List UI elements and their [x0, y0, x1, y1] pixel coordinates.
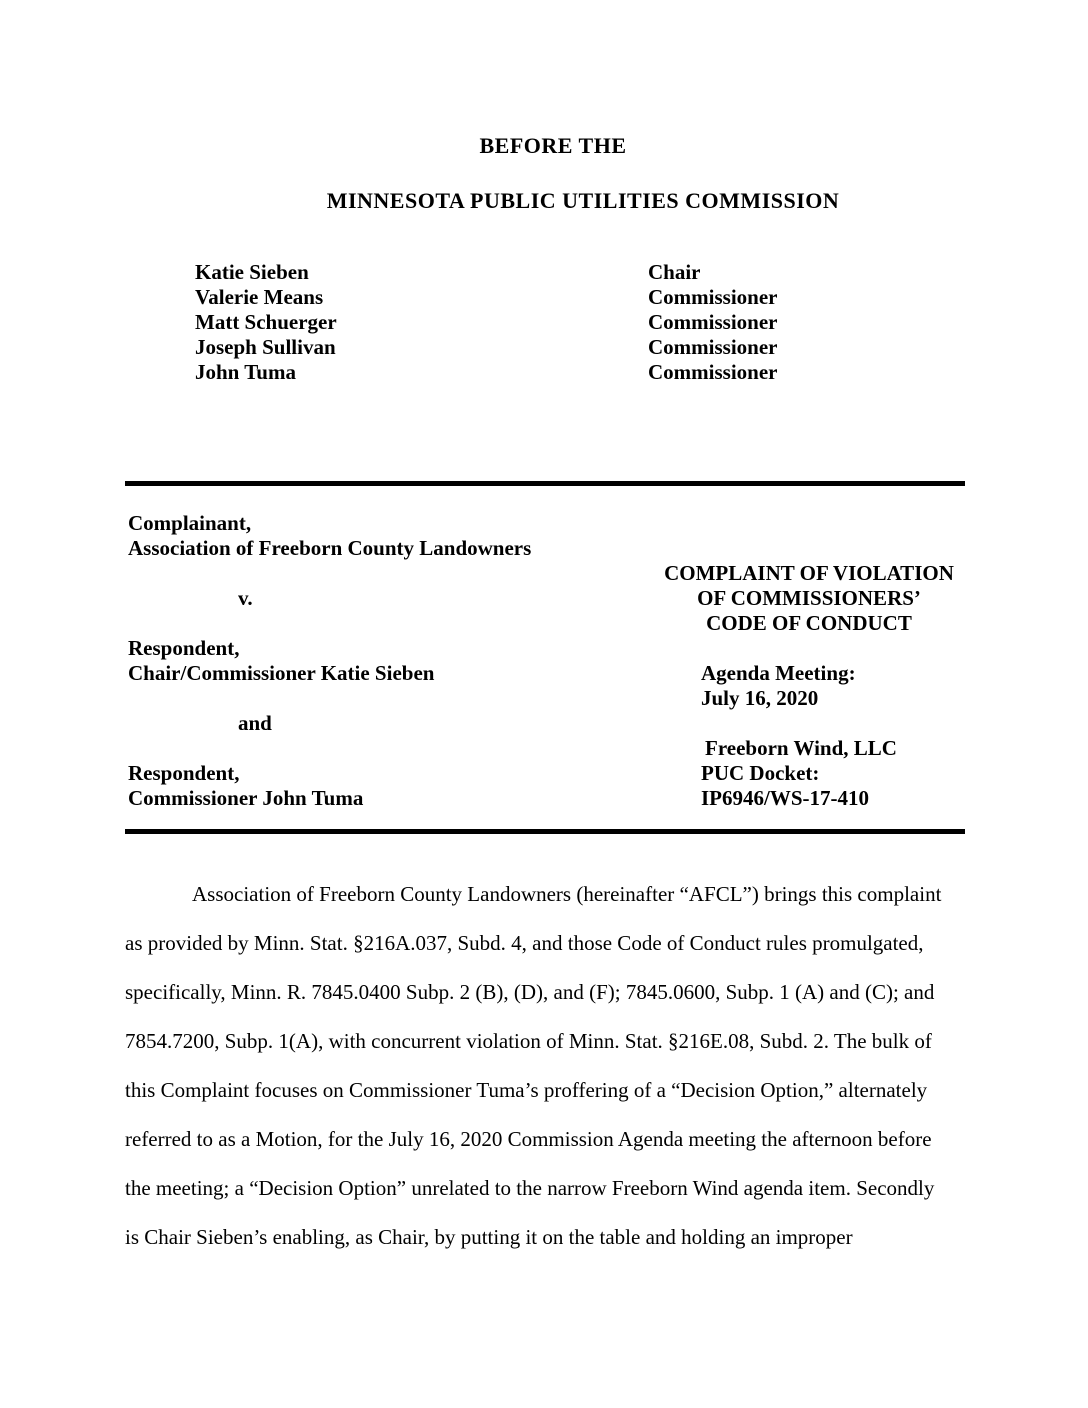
respondent1-name: Chair/Commissioner Katie Sieben — [128, 661, 435, 685]
agenda-meeting-label: Agenda Meeting: — [701, 661, 856, 685]
commissioner-title: Commissioner — [648, 310, 778, 334]
commissioner-title: Commissioner — [648, 360, 778, 384]
separator-rule-top — [125, 481, 965, 486]
commissioner-name: Katie Sieben — [195, 260, 309, 284]
respondent1-label: Respondent, — [128, 636, 240, 660]
respondent2-label: Respondent, — [128, 761, 240, 785]
commissioner-row — [195, 335, 815, 360]
complaint-title-line1: COMPLAINT OF VIOLATION — [664, 561, 954, 585]
commissioner-title: Commissioner — [648, 335, 778, 359]
body-line: specifically, Minn. R. 7845.0400 Subp. 2 (B), (D), and (F); 7845.0600, Subp. 1 (A) and (C); and — [125, 980, 935, 1004]
commissioner-name: Joseph Sullivan — [195, 335, 336, 359]
commissioner-row — [195, 360, 815, 385]
body-line: this Complaint focuses on Commissioner Tuma’s proffering of a “Decision Option,” alternately — [125, 1078, 928, 1102]
complaint-title-line2: OF COMMISSIONERS’ — [697, 586, 921, 610]
complainant-label: Complainant, — [128, 511, 252, 535]
puc-docket-label: PUC Docket: — [701, 761, 820, 785]
body-line: as provided by Minn. Stat. §216A.037, Subd. 4, and those Code of Conduct rules promulgated, — [125, 931, 924, 955]
respondent2-name: Commissioner John Tuma — [128, 786, 364, 810]
commissioner-title: Commissioner — [648, 285, 778, 309]
conjunction-and: and — [238, 711, 272, 735]
agenda-meeting-date: July 16, 2020 — [701, 686, 819, 710]
commissioner-row — [195, 285, 815, 310]
complainant-name: Association of Freeborn County Landowners — [128, 536, 532, 560]
commissioner-name: Valerie Means — [195, 285, 324, 309]
complaint-title — [658, 561, 960, 636]
body-line: 7854.7200, Subp. 1(A), with concurrent violation of Minn. Stat. §216E.08, Subd. 2. The bulk of — [125, 1029, 932, 1053]
body-paragraph — [125, 870, 965, 1262]
commissioner-title: Chair — [648, 260, 701, 284]
commissioner-name: John Tuma — [195, 360, 296, 384]
commissioner-row — [195, 260, 815, 285]
commissioner-name: Matt Schuerger — [195, 310, 337, 334]
commissioner-row — [195, 310, 815, 335]
court-header-line1: BEFORE THE — [479, 133, 627, 158]
body-line: is Chair Sieben’s enabling, as Chair, by putting it on the table and holding an improper — [125, 1225, 853, 1249]
versus-abbreviation: v. — [238, 586, 253, 610]
puc-docket-number: IP6946/WS-17-410 — [701, 786, 869, 810]
body-line: referred to as a Motion, for the July 16, 2020 Commission Agenda meeting the afternoon before — [125, 1127, 932, 1151]
commissioners-list — [195, 260, 815, 385]
court-header-line2: MINNESOTA PUBLIC UTILITIES COMMISSION — [326, 188, 840, 213]
company-name: Freeborn Wind, LLC — [705, 736, 897, 760]
complaint-title-line3: CODE OF CONDUCT — [706, 611, 912, 635]
body-line: Association of Freeborn County Landowners (hereinafter “AFCL”) brings this complaint — [192, 882, 942, 906]
body-line: the meeting; a “Decision Option” unrelated to the narrow Freeborn Wind agenda item. Secondly — [125, 1176, 935, 1200]
separator-rule-bottom — [125, 829, 965, 834]
